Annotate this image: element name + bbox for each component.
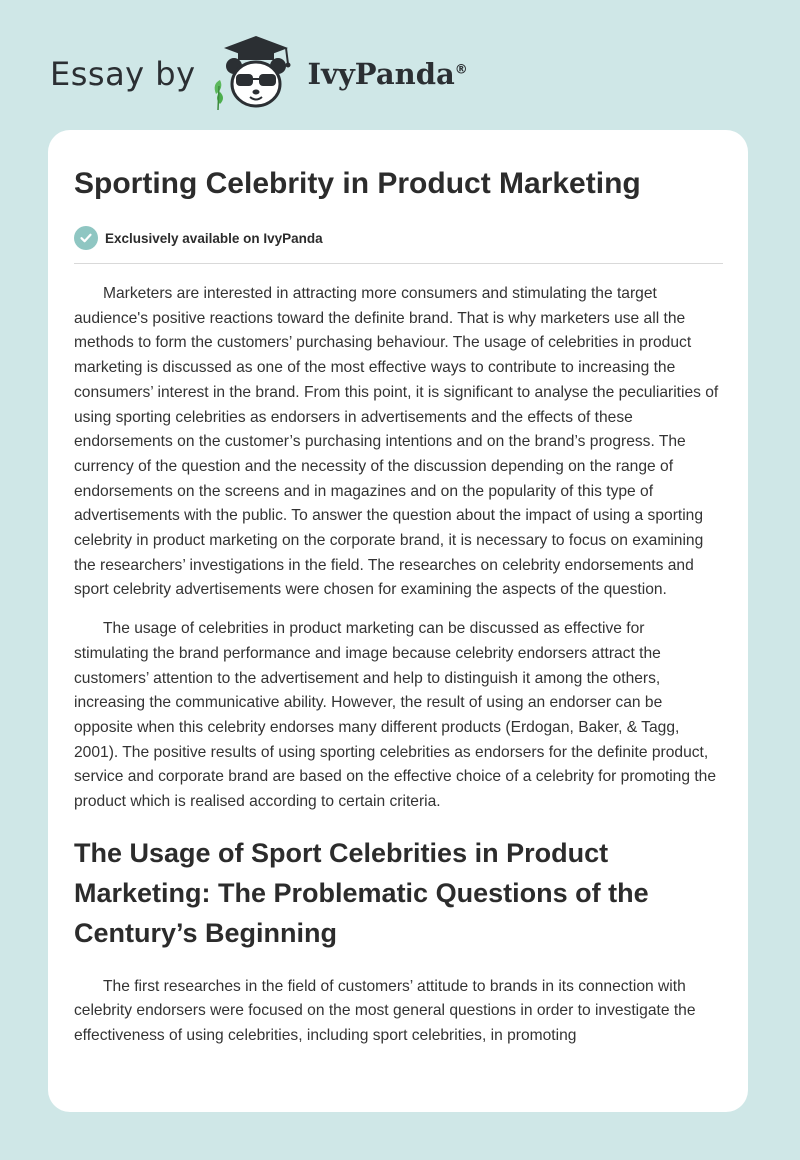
exclusive-badge: [74, 224, 723, 252]
panda-graduate-icon[interactable]: [210, 34, 302, 114]
paragraph-3: The first researches in the field of customers’ attitude to brands in its connection with celebrity endorsers were focused on the most general questions in order to investigate the effectiveness of using celebrities, including sport celebrities, in promoting: [74, 977, 696, 1045]
divider: [74, 263, 723, 264]
section-heading: The Usage of Sport Celebrities in Product Marketing: The Problematic Questions of the Century’s Beginning: [74, 837, 649, 948]
page-title: Sporting Celebrity in Product Marketing: [74, 167, 641, 200]
site-header: [50, 34, 468, 114]
essay-card: [48, 130, 748, 1112]
brand-name[interactable]: IvyPanda®: [307, 57, 468, 91]
brand-prefix: Essay by: [50, 55, 196, 93]
badge-label: Exclusively available on IvyPanda: [105, 230, 323, 246]
paragraph-1: Marketers are interested in attracting more consumers and stimulating the target audience's positive reactions toward the definite brand. That is why marketers use all the methods to form the customers’ purchasing behaviour. The usage of celebrities in product marketing is discussed as one of the most effective ways to contribute to increasing the consumers’ interest in the brand. From this point, it is significant to analyse the peculiarities of using sporting celebrities as endorsers in advertisements and the effects of these endorsements on the customer’s purchasing intentions and on the brand’s progress. The currency of the question and the necessity of the discussion depending on the range of endorsements on the screens and in magazines and on the popularity of this type of advertisements with the public. To answer the question about the impact of using a sporting celebrity in product marketing on the corporate brand, it is necessary to focus on examining the researchers’ investigations in the field. The researches on celebrity endorsements and sport celebrity advertisements were chosen for examining the aspects of the question.: [74, 285, 719, 599]
check-circle-icon: [74, 226, 98, 250]
paragraph-2: The usage of celebrities in product marketing can be discussed as effective for stimulating the brand performance and image because celebrity endorsers attract the customers’ attention to the advertisement and help to distinguish it among the others, increasing the communicative ability. However, the result of using an endorser can be opposite when this celebrity endorses many different products (Erdogan, Baker, & Tagg, 2001). The positive results of using sporting celebrities as endorsers for the definite product, service and corporate brand are based on the effective choice of a celebrity for promoting the product which is realised according to certain criteria.: [74, 620, 717, 811]
